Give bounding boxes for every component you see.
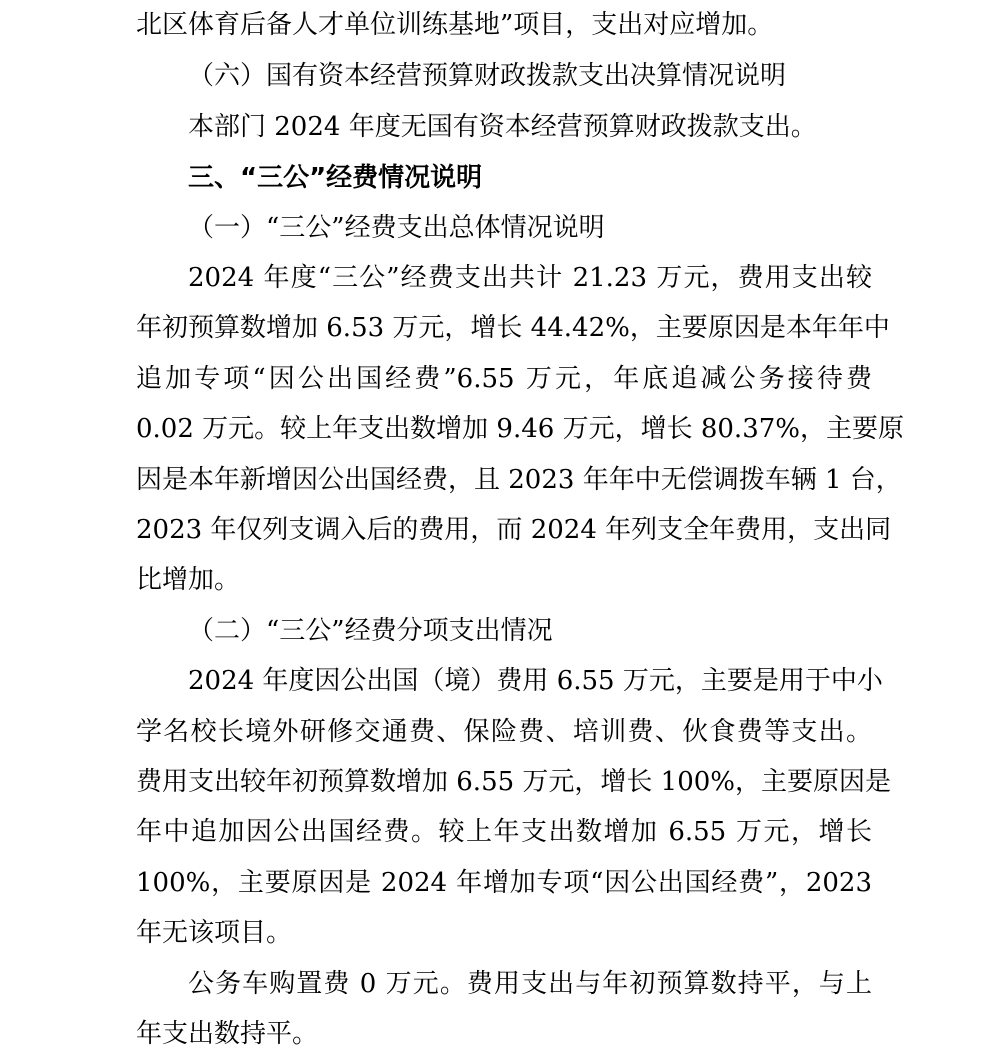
text-line: 年初预算数增加 6.53 万元，增长 44.42%，主要原因是本年年中 xyxy=(136,313,890,343)
text-line: 本部门 2024 年度无国有资本经营预算财政拨款支出。 xyxy=(188,112,817,142)
section-heading: （一）“三公”经费支出总体情况说明 xyxy=(188,213,605,243)
text-line: 0.02 万元。较上年支出数增加 9.46 万元，增长 80.37%，主要原 xyxy=(136,414,904,444)
text-line: 100%，主要原因是 2024 年增加专项“因公出国经费”，2023 xyxy=(136,868,872,898)
section-heading: （二）“三公”经费分项支出情况 xyxy=(188,616,553,646)
text-line: 年支出数持平。 xyxy=(136,1019,319,1049)
text-line: 北区体育后备人才单位训练基地”项目，支出对应增加。 xyxy=(136,10,774,40)
text-line: 因是本年新增因公出国经费，且 2023 年年中无偿调拨车辆 1 台， xyxy=(136,465,902,495)
text-line: 2024 年度因公出国（境）费用 6.55 万元，主要是用于中小 xyxy=(188,666,883,696)
text-line: 费用支出较年初预算数增加 6.55 万元，增长 100%，主要原因是 xyxy=(136,767,892,797)
text-line: 公务车购置费 0 万元。费用支出与年初预算数持平，与上 xyxy=(188,969,872,999)
text-line: 2024 年度“三公”经费支出共计 21.23 万元，费用支出较 xyxy=(188,263,872,293)
text-line: 学名校长境外研修交通费、保险费、培训费、伙食费等支出。 xyxy=(136,717,872,747)
text-line: 追加专项“因公出国经费”6.55 万元，年底追减公务接待费 xyxy=(136,364,872,394)
text-line: 年无该项目。 xyxy=(136,918,293,948)
text-line: 2023 年仅列支调入后的费用，而 2024 年列支全年费用，支出同 xyxy=(136,515,892,545)
section-heading: （六）国有资本经营预算财政拨款支出决算情况说明 xyxy=(188,61,787,91)
text-line: 年中追加因公出国经费。较上年支出数增加 6.55 万元，增长 xyxy=(136,817,872,847)
text-line: 比增加。 xyxy=(136,565,241,595)
chapter-heading: 三、“三公”经费情况说明 xyxy=(188,163,483,193)
